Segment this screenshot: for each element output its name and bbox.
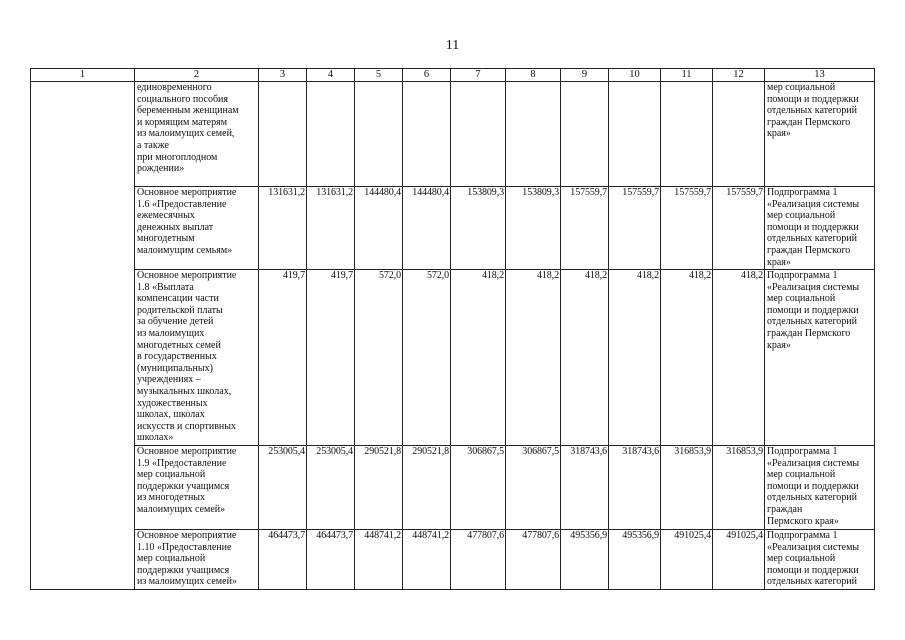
column-number-row	[31, 69, 875, 82]
value-cell: 419,7	[259, 270, 307, 446]
value-cell: 318743,6	[561, 446, 609, 530]
value-cell: 153809,3	[506, 187, 561, 270]
column-number: 6	[403, 69, 451, 82]
subprogram-cell: мер социальной помощи и поддержки отдельных категорий граждан Пермского края»	[765, 82, 875, 187]
column-number: 4	[307, 69, 355, 82]
measure-name: Основное мероприятие 1.10 «Предоставление мер социальной поддержки учащимся из малоимущих семей»	[135, 530, 259, 590]
value-cell: 157559,7	[561, 187, 609, 270]
value-cell	[713, 82, 765, 187]
column-number: 9	[561, 69, 609, 82]
value-cell: 572,0	[355, 270, 403, 446]
column-number: 8	[506, 69, 561, 82]
value-cell: 306867,5	[451, 446, 506, 530]
value-cell	[506, 82, 561, 187]
subprogram-cell: Подпрограмма 1 «Реализация системы мер социальной помощи и поддержки отдельных категорий граждан Пермского края»	[765, 187, 875, 270]
value-cell: 157559,7	[609, 187, 661, 270]
table-row	[31, 530, 875, 590]
column-number: 5	[355, 69, 403, 82]
subprogram-cell: Подпрограмма 1 «Реализация системы мер социальной помощи и поддержки отдельных категорий	[765, 530, 875, 590]
value-cell	[661, 82, 713, 187]
value-cell: 477807,6	[451, 530, 506, 590]
column-number: 12	[713, 69, 765, 82]
value-cell: 477807,6	[506, 530, 561, 590]
value-cell: 253005,4	[307, 446, 355, 530]
measure-name: единовременного социального пособия беременным женщинам и кормящим матерям из малоимущих семей, а также при многоплодном рождении»	[135, 82, 259, 187]
value-cell: 491025,4	[661, 530, 713, 590]
value-cell: 418,2	[561, 270, 609, 446]
value-cell	[451, 82, 506, 187]
value-cell: 131631,2	[307, 187, 355, 270]
value-cell	[403, 82, 451, 187]
value-cell: 157559,7	[661, 187, 713, 270]
value-cell: 290521,8	[355, 446, 403, 530]
value-cell: 144480,4	[403, 187, 451, 270]
measure-name: Основное мероприятие 1.8 «Выплата компенсации части родительской платы за обучение детей из малоимущих многодетных семей в государственных (муниципальных) учреждениях – музыкальных школах, художественных школах, школах искусств и спортивных школах»	[135, 270, 259, 446]
value-cell	[307, 82, 355, 187]
column-number: 1	[31, 69, 135, 82]
value-cell: 418,2	[713, 270, 765, 446]
table-row	[31, 187, 875, 270]
value-cell: 448741,2	[403, 530, 451, 590]
value-cell: 464473,7	[259, 530, 307, 590]
value-cell: 464473,7	[307, 530, 355, 590]
subprogram-cell: Подпрограмма 1 «Реализация системы мер социальной помощи и поддержки отдельных категорий граждан Пермского края»	[765, 446, 875, 530]
value-cell: 290521,8	[403, 446, 451, 530]
table-row	[31, 82, 875, 187]
value-cell: 144480,4	[355, 187, 403, 270]
column-number: 3	[259, 69, 307, 82]
value-cell: 495356,9	[609, 530, 661, 590]
value-cell: 253005,4	[259, 446, 307, 530]
column-number: 13	[765, 69, 875, 82]
value-cell: 419,7	[307, 270, 355, 446]
value-cell	[259, 82, 307, 187]
column-number: 10	[609, 69, 661, 82]
measure-name: Основное мероприятие 1.6 «Предоставление ежемесячных денежных выплат многодетным малоимущим семьям»	[135, 187, 259, 270]
section-cell	[31, 82, 135, 590]
measure-name: Основное мероприятие 1.9 «Предоставление мер социальной поддержки учащимся из многодетных малоимущих семей»	[135, 446, 259, 530]
value-cell: 418,2	[661, 270, 713, 446]
column-number: 11	[661, 69, 713, 82]
value-cell: 448741,2	[355, 530, 403, 590]
table-row	[31, 446, 875, 530]
value-cell: 316853,9	[713, 446, 765, 530]
value-cell: 316853,9	[661, 446, 713, 530]
value-cell	[609, 82, 661, 187]
value-cell: 306867,5	[506, 446, 561, 530]
value-cell: 153809,3	[451, 187, 506, 270]
value-cell: 491025,4	[713, 530, 765, 590]
column-number: 2	[135, 69, 259, 82]
value-cell	[561, 82, 609, 187]
value-cell: 418,2	[451, 270, 506, 446]
value-cell: 157559,7	[713, 187, 765, 270]
table-row	[31, 270, 875, 446]
value-cell: 131631,2	[259, 187, 307, 270]
value-cell: 418,2	[506, 270, 561, 446]
value-cell: 572,0	[403, 270, 451, 446]
value-cell: 418,2	[609, 270, 661, 446]
value-cell: 495356,9	[561, 530, 609, 590]
program-table	[30, 68, 875, 590]
subprogram-cell: Подпрограмма 1 «Реализация системы мер социальной помощи и поддержки отдельных категорий граждан Пермского края»	[765, 270, 875, 446]
page-number: 11	[445, 38, 460, 53]
column-number: 7	[451, 69, 506, 82]
value-cell: 318743,6	[609, 446, 661, 530]
value-cell	[355, 82, 403, 187]
